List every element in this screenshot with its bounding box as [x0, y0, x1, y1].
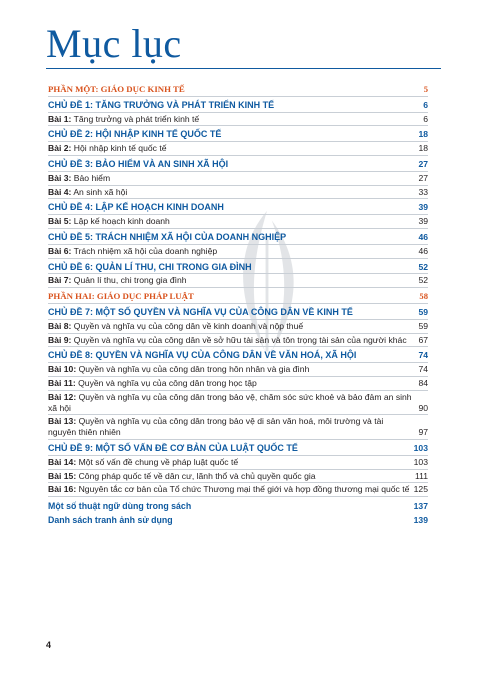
toc-lesson-row[interactable]: [48, 114, 428, 125]
toc-page-number: 27: [418, 158, 428, 169]
lesson-title: Quản lí thu, chi trong gia đình: [73, 275, 187, 286]
lesson-number: Bài 9:: [48, 334, 72, 345]
lesson-title: Bảo hiểm: [73, 172, 111, 183]
toc-entry-title: [48, 378, 273, 389]
page-title: Mục lục: [46, 21, 182, 66]
toc-page-number: 18: [418, 129, 428, 140]
toc-entry-title: CHỦ ĐỀ 4: LẬP KẾ HOẠCH KINH DOANH: [48, 202, 224, 213]
lesson-title: Lập kế hoạch kinh doanh: [73, 216, 170, 227]
toc-entry-title: [48, 216, 186, 227]
toc-separator: [48, 287, 428, 288]
toc-page-number: 6: [423, 113, 428, 124]
toc-lesson-row[interactable]: [48, 143, 428, 154]
lesson-title: Quyền và nghĩa vụ của công dân về kinh doanh và nộp thuế: [73, 320, 304, 331]
toc-lesson-row[interactable]: [48, 321, 428, 332]
toc-entry-title: PHẦN MỘT: GIÁO DỤC KINH TẾ: [48, 84, 185, 94]
toc-lesson-row[interactable]: [48, 246, 428, 257]
lesson-number: Bài 13:: [48, 416, 77, 427]
toc-entry-title: CHỦ ĐỀ 6: QUẢN LÍ THU, CHI TRONG GIA ĐÌNH: [48, 261, 252, 272]
toc-separator: [48, 141, 428, 142]
lesson-title: Công pháp quốc tế về dân cư, lãnh thổ và chủ quyền quốc gia: [78, 470, 316, 481]
lesson-number: Bài 16:: [48, 484, 77, 495]
toc-separator: [48, 198, 428, 199]
toc-lesson-row[interactable]: [48, 457, 428, 468]
toc-lesson-row[interactable]: [48, 173, 428, 184]
lesson-number: Bài 5:: [48, 216, 72, 227]
toc-page-number: 125: [413, 484, 428, 495]
toc-separator: [48, 171, 428, 172]
toc-page-number: 5: [423, 84, 428, 94]
toc-lesson-row[interactable]: [48, 275, 428, 286]
toc-page-number: 46: [418, 245, 428, 256]
page-number: 4: [46, 640, 52, 650]
toc-lesson-row[interactable]: [48, 484, 428, 495]
toc-extra-row[interactable]: [48, 512, 428, 526]
lesson-title: An sinh xã hội: [73, 186, 128, 197]
toc-topic-row[interactable]: [48, 200, 428, 213]
toc-part-row[interactable]: [48, 289, 428, 302]
toc-page-number: 74: [418, 350, 428, 361]
toc-page-number: 137: [413, 501, 428, 512]
toc-lesson-row[interactable]: [48, 216, 428, 227]
toc-page-number: 103: [413, 442, 428, 453]
toc-entry-title: CHỦ ĐỀ 2: HỘI NHẬP KINH TẾ QUỐC TẾ: [48, 129, 222, 140]
toc-entry-title: CHỦ ĐỀ 9: MỘT SỐ VẤN ĐỀ CƠ BẢN CỦA LUẬT QUỐC TẾ: [48, 442, 298, 453]
toc-separator: [48, 125, 428, 126]
lesson-number: Bài 10:: [48, 364, 77, 375]
toc-separator: [48, 273, 428, 274]
toc-separator: [48, 390, 428, 391]
toc-entry-title: [48, 392, 428, 414]
toc-topic-row[interactable]: [48, 230, 428, 243]
toc-separator: [48, 258, 428, 259]
toc-separator: [48, 112, 428, 113]
lesson-number: Bài 2:: [48, 143, 72, 154]
toc-entry-title: [48, 143, 182, 154]
toc-separator: [48, 455, 428, 456]
toc-entry-title: [48, 321, 319, 332]
toc-entry-title: CHỦ ĐỀ 8: QUYỀN VÀ NGHĨA VỤ CỦA CÔNG DÂN VỀ VĂN HOÁ, XÃ HỘI: [48, 350, 357, 361]
toc-page-number: 52: [418, 261, 428, 272]
lesson-number: Bài 15:: [48, 470, 77, 481]
toc-page-number: 59: [418, 320, 428, 331]
toc-lesson-row[interactable]: [48, 392, 428, 414]
toc-separator: [48, 362, 428, 363]
title-divider: [46, 68, 441, 69]
toc-topic-row[interactable]: [48, 260, 428, 273]
toc-separator: [48, 185, 428, 186]
toc-page-number: 67: [418, 334, 428, 345]
toc-separator: [48, 244, 428, 245]
lesson-number: Bài 4:: [48, 186, 72, 197]
toc-part-row[interactable]: [48, 82, 428, 95]
toc-page-number: 103: [413, 456, 428, 467]
toc-entry-title: [48, 471, 332, 482]
toc-separator: [48, 319, 428, 320]
toc-entry-title: [48, 246, 233, 257]
toc-lesson-row[interactable]: [48, 187, 428, 198]
toc-entry-title: [48, 187, 143, 198]
toc-entry-title: Danh sách tranh ảnh sử dụng: [48, 514, 173, 525]
lesson-number: Bài 12:: [48, 391, 77, 402]
toc-entry-title: CHỦ ĐỀ 3: BẢO HIỂM VÀ AN SINH XÃ HỘI: [48, 158, 229, 169]
toc-entry-title: Một số thuật ngữ dùng trong sách: [48, 501, 192, 512]
toc-page-number: 6: [423, 99, 428, 110]
lesson-number: Bài 7:: [48, 275, 72, 286]
toc-page-number: 58: [419, 291, 428, 302]
lesson-title: Tăng trưởng và phát triển kinh tế: [73, 113, 200, 124]
toc-extra-row[interactable]: [48, 498, 428, 512]
toc-lesson-row[interactable]: [48, 364, 428, 375]
lesson-title: Quyền và nghĩa vụ của công dân về sở hữu tài sản và tôn trọng tài sản của người khác: [73, 334, 407, 345]
toc-lesson-row[interactable]: [48, 335, 428, 346]
lesson-title: Hội nhập kinh tế quốc tế: [73, 143, 167, 154]
toc-separator: [48, 469, 428, 470]
lesson-title: Một số vấn đề chung về pháp luật quốc tế: [78, 456, 239, 467]
toc-topic-row[interactable]: [48, 441, 428, 454]
toc-separator: [48, 303, 428, 304]
toc-separator: [48, 228, 428, 229]
toc-page-number: 39: [418, 216, 428, 227]
toc-separator: [48, 496, 428, 497]
toc-page-number: 139: [413, 514, 428, 525]
toc-page-number: 46: [418, 231, 428, 242]
toc-separator: [48, 482, 428, 483]
table-of-contents: [48, 82, 428, 526]
toc-page-number: 74: [418, 364, 428, 375]
toc-page-number: 90: [418, 402, 428, 413]
toc-page-number: 33: [418, 186, 428, 197]
lesson-number: Bài 14:: [48, 456, 77, 467]
toc-page-number: 97: [418, 427, 428, 438]
toc-entry-title: CHỦ ĐỀ 1: TĂNG TRƯỞNG VÀ PHÁT TRIỂN KINH TẾ: [48, 99, 275, 110]
toc-separator: [48, 155, 428, 156]
lesson-number: Bài 3:: [48, 172, 72, 183]
toc-entry-title: [48, 173, 126, 184]
lesson-title: Quyền và nghĩa vụ của công dân trong bảo vệ di sản văn hoá, môi trường và tài nguyên thiên nhiên: [48, 416, 384, 438]
toc-separator: [48, 214, 428, 215]
toc-page-number: 27: [418, 172, 428, 183]
toc-page-number: 59: [418, 306, 428, 317]
toc-entry-title: [48, 416, 428, 438]
toc-page-number: 52: [418, 275, 428, 286]
toc-page-number: 39: [418, 202, 428, 213]
lesson-number: Bài 1:: [48, 113, 72, 124]
toc-entry-title: CHỦ ĐỀ 7: MỘT SỐ QUYỀN VÀ NGHĨA VỤ CỦA CÔNG DÂN VỀ KINH TẾ: [48, 306, 353, 317]
toc-separator: [48, 346, 428, 347]
toc-entry-title: PHẦN HAI: GIÁO DỤC PHÁP LUẬT: [48, 291, 194, 302]
toc-separator: [48, 96, 428, 97]
toc-page-number: 18: [418, 143, 428, 154]
toc-topic-row[interactable]: [48, 305, 428, 318]
lesson-number: Bài 8:: [48, 320, 72, 331]
lesson-number: Bài 11:: [48, 377, 76, 388]
toc-separator: [48, 333, 428, 334]
toc-topic-row[interactable]: [48, 98, 428, 111]
lesson-title: Quyền và nghĩa vụ của công dân trong hôn nhân và gia đình: [78, 364, 310, 375]
toc-lesson-row[interactable]: [48, 471, 428, 482]
lesson-title: Nguyên tắc cơ bản của Tổ chức Thương mại thế giới và hợp đồng thương mại quốc tế: [78, 484, 410, 495]
toc-separator: [48, 414, 428, 415]
toc-page-number: 111: [414, 470, 428, 481]
lesson-title: Quyền và nghĩa vụ của công dân trong bảo vệ, chăm sóc sức khoẻ và bảo đảm an sinh xã hội: [48, 391, 412, 413]
toc-separator: [48, 439, 428, 440]
toc-lesson-row[interactable]: [48, 416, 428, 438]
toc-entry-title: CHỦ ĐỀ 5: TRÁCH NHIỆM XÃ HỘI CỦA DOANH NGHIỆP: [48, 231, 287, 242]
lesson-number: Bài 6:: [48, 245, 72, 256]
lesson-title: Trách nhiệm xã hội của doanh nghiệp: [73, 245, 218, 256]
toc-separator: [48, 376, 428, 377]
toc-entry-title: [48, 114, 215, 125]
toc-topic-row[interactable]: [48, 348, 428, 361]
toc-entry-title: [48, 457, 254, 468]
lesson-title: Quyền và nghĩa vụ của công dân trong học tập: [78, 377, 257, 388]
toc-entry-title: [48, 484, 425, 495]
toc-topic-row[interactable]: [48, 127, 428, 140]
toc-lesson-row[interactable]: [48, 378, 428, 389]
toc-entry-title: [48, 335, 423, 346]
toc-entry-title: [48, 364, 325, 375]
toc-entry-title: [48, 275, 203, 286]
toc-page-number: 84: [418, 377, 428, 388]
toc-topic-row[interactable]: [48, 157, 428, 170]
